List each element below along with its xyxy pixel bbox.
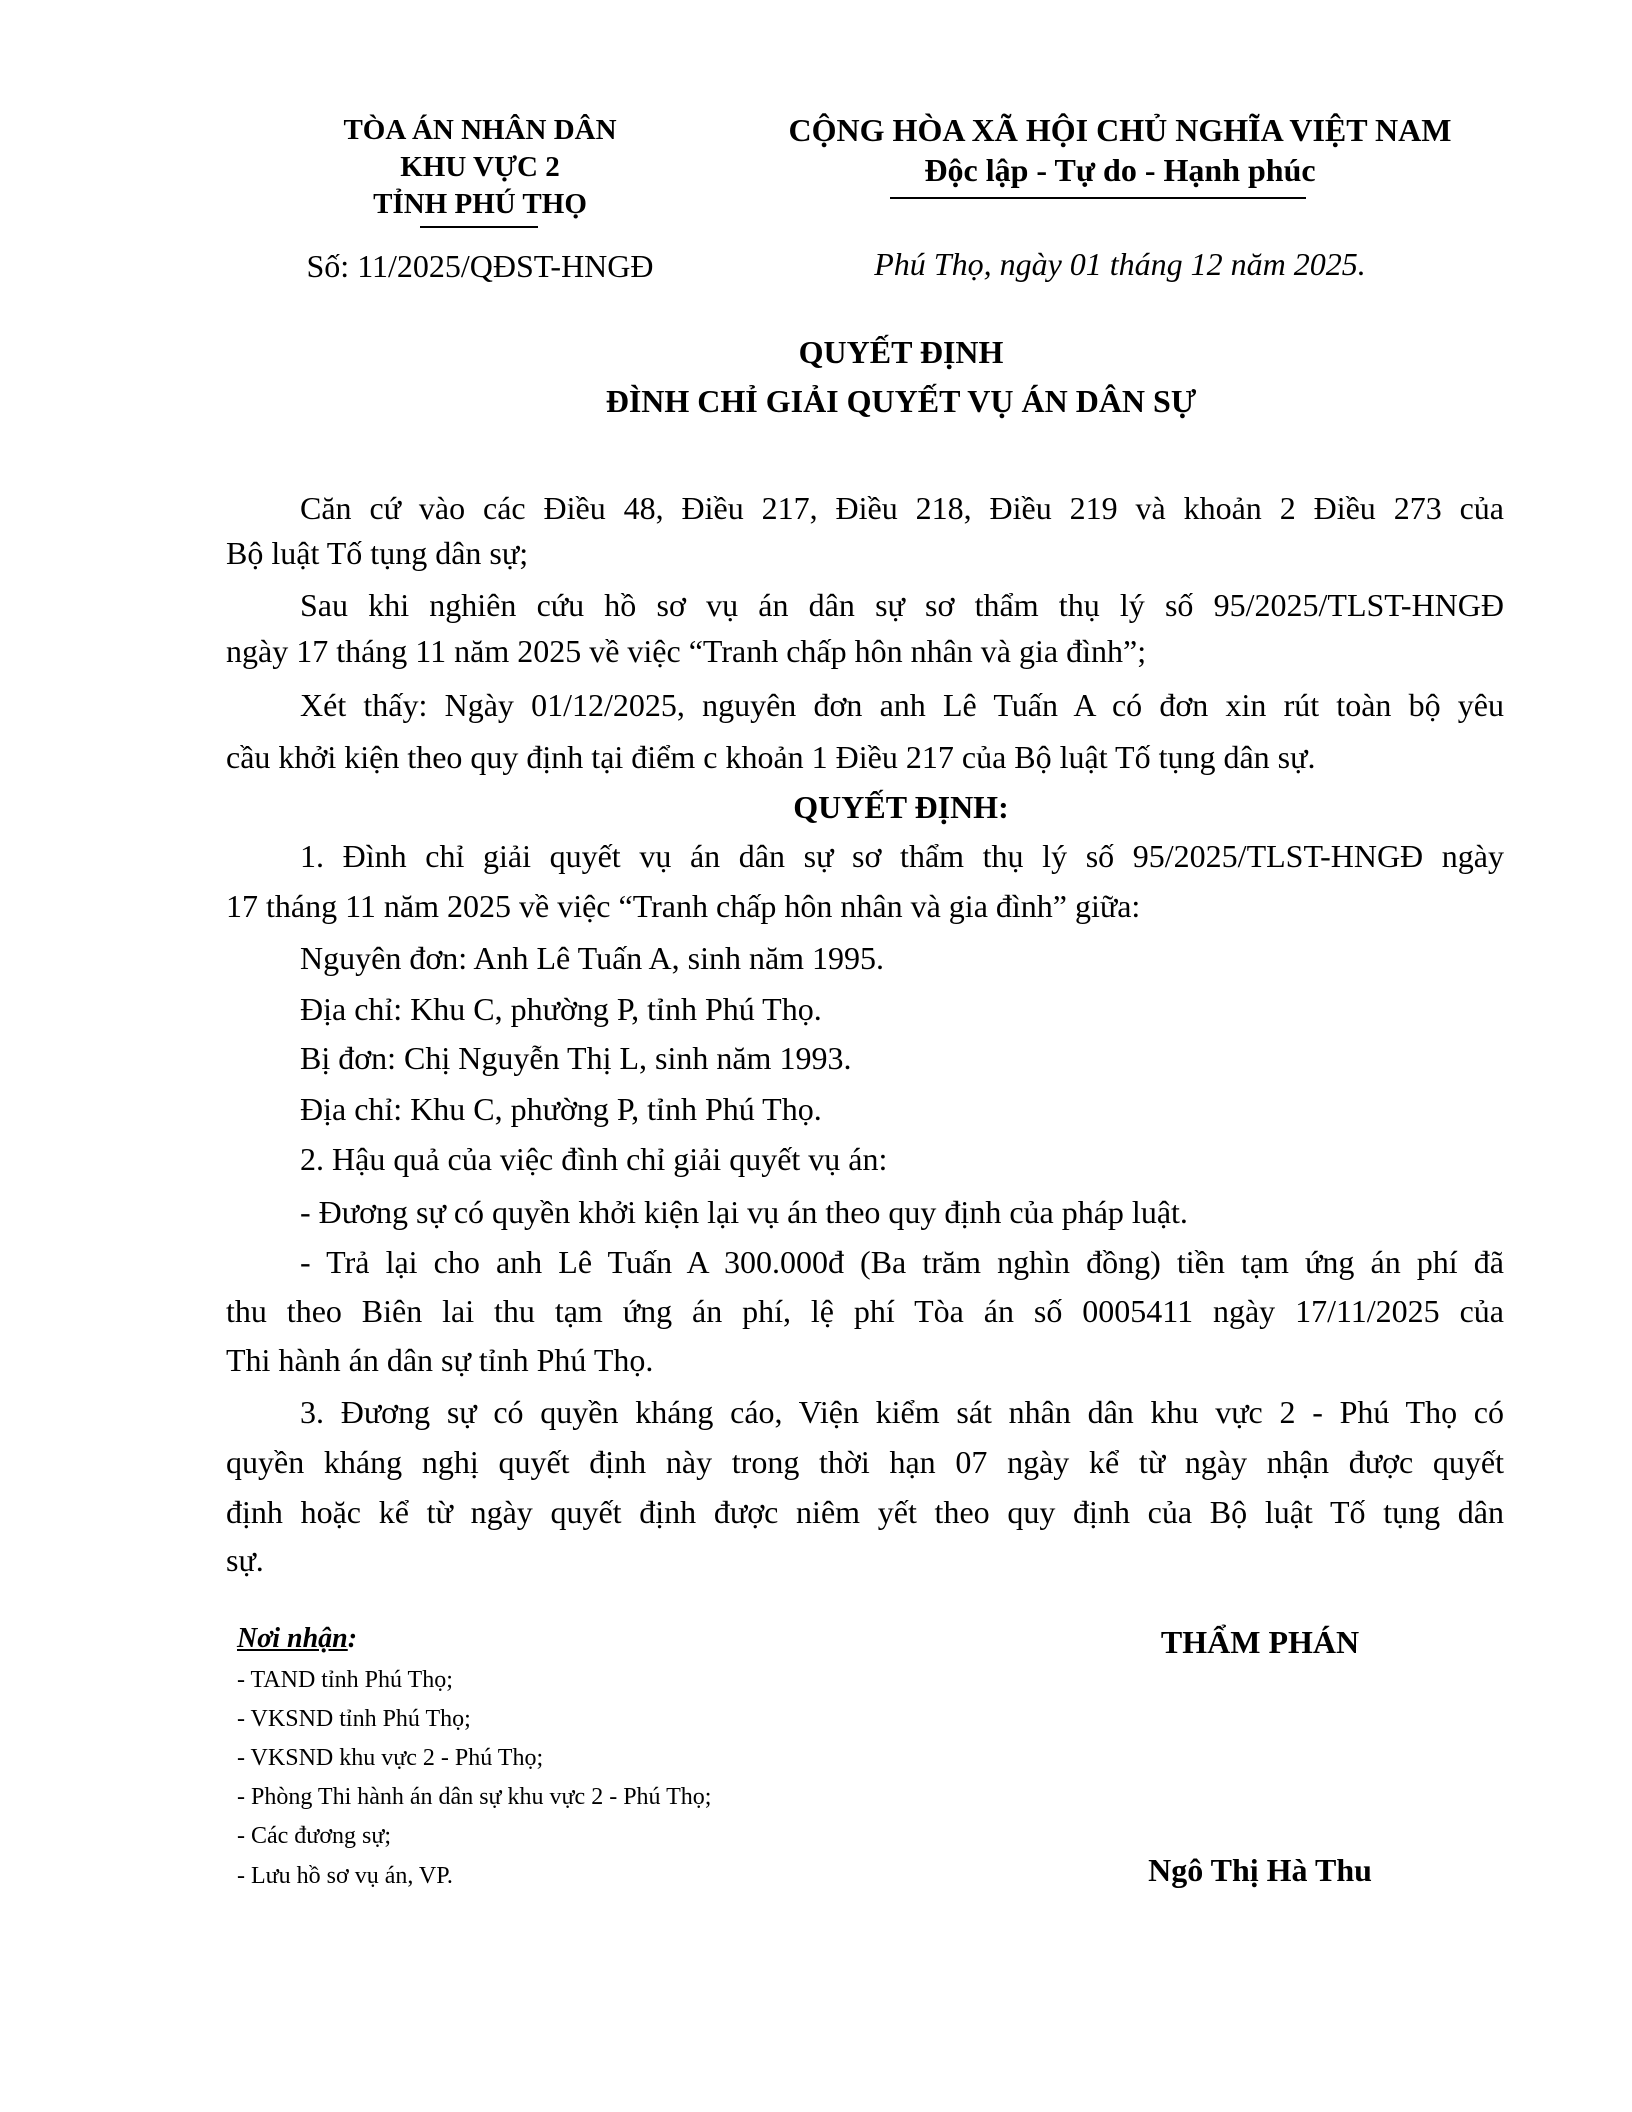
finding-line-2: cầu khởi kiện theo quy định tại điểm c khoản 1 Điều 217 của Bộ luật Tố tụng dân sự. (226, 739, 1316, 775)
recipients-heading-colon: : (347, 1623, 358, 1654)
decision-3-line-1: 3. Đương sự có quyền kháng cáo, Viện kiểm sát nhân dân khu vực 2 - Phú Thọ có (300, 1394, 1504, 1430)
decision-number: Số: 11/2025/QĐST-HNGĐ (306, 248, 654, 284)
document-title: QUYẾT ĐỊNH (798, 334, 1004, 370)
review-line-2: ngày 17 tháng 11 năm 2025 về việc “Tranh chấp hôn nhân và gia đình”; (226, 633, 1147, 669)
recipient-item: - TAND tỉnh Phú Thọ; (237, 1667, 453, 1693)
plaintiff-address: Địa chỉ: Khu C, phường P, tỉnh Phú Thọ. (300, 991, 822, 1027)
issue-date: Phú Thọ, ngày 01 tháng 12 năm 2025. (874, 246, 1366, 282)
decision-2-item-b-line-3: Thi hành án dân sự tỉnh Phú Thọ. (226, 1342, 654, 1378)
recipient-item: - VKSND khu vực 2 - Phú Thọ; (237, 1745, 544, 1771)
defendant-address: Địa chỉ: Khu C, phường P, tỉnh Phú Thọ. (300, 1091, 822, 1127)
basis-line-2: Bộ luật Tố tụng dân sự; (226, 535, 529, 571)
judge-title: THẨM PHÁN (1160, 1624, 1360, 1660)
country-motto: Độc lập - Tự do - Hạnh phúc (924, 152, 1316, 188)
decision-2-item-a: - Đương sự có quyền khởi kiện lại vụ án theo quy định của pháp luật. (300, 1194, 1188, 1230)
decision-2-heading: 2. Hậu quả của việc đình chỉ giải quyết vụ án: (300, 1141, 888, 1177)
finding-line-1: Xét thấy: Ngày 01/12/2025, nguyên đơn anh Lê Tuấn A có đơn xin rút toàn bộ yêu (300, 687, 1504, 723)
decision-1-line-1: 1. Đình chỉ giải quyết vụ án dân sự sơ thẩm thụ lý số 95/2025/TLST-HNGĐ ngày (300, 838, 1504, 874)
recipients-heading (237, 1623, 357, 1655)
motto-underline (890, 197, 1306, 199)
document-subtitle: ĐÌNH CHỈ GIẢI QUYẾT VỤ ÁN DÂN SỰ (605, 383, 1197, 419)
court-underline (420, 226, 538, 228)
decision-1-line-2: 17 tháng 11 năm 2025 về việc “Tranh chấp hôn nhân và gia đình” giữa: (226, 888, 1141, 924)
recipients-heading-text: Nơi nhận (237, 1623, 348, 1654)
decision-3-line-2: quyền kháng nghị quyết định này trong thời hạn 07 ngày kể từ ngày nhận được quyết (226, 1444, 1504, 1480)
recipient-item: - Phòng Thi hành án dân sự khu vực 2 - Phú Thọ; (237, 1784, 712, 1810)
review-line-1: Sau khi nghiên cứu hồ sơ vụ án dân sự sơ thẩm thụ lý số 95/2025/TLST-HNGĐ (300, 587, 1504, 623)
recipient-item: - Các đương sự; (237, 1823, 392, 1849)
decision-2-item-b-line-1: - Trả lại cho anh Lê Tuấn A 300.000đ (Ba trăm nghìn đồng) tiền tạm ứng án phí đã (300, 1244, 1504, 1280)
recipient-item: - VKSND tỉnh Phú Thọ; (237, 1706, 471, 1732)
decision-2-item-b-line-2: thu theo Biên lai thu tạm ứng án phí, lệ phí Tòa án số 0005411 ngày 17/11/2025 của (226, 1293, 1504, 1329)
recipient-item: - Lưu hồ sơ vụ án, VP. (237, 1863, 453, 1889)
country-name: CỘNG HÒA XÃ HỘI CHỦ NGHĨA VIỆT NAM (788, 112, 1452, 148)
plaintiff-info: Nguyên đơn: Anh Lê Tuấn A, sinh năm 1995. (300, 940, 885, 976)
decision-heading: QUYẾT ĐỊNH: (793, 789, 1009, 825)
judge-name: Ngô Thị Hà Thu (1148, 1852, 1372, 1888)
decision-3-line-3: định hoặc kể từ ngày quyết định được niêm yết theo quy định của Bộ luật Tố tụng dân (226, 1494, 1504, 1530)
court-region: KHU VỰC 2 (400, 151, 560, 183)
court-province: TỈNH PHÚ THỌ (373, 188, 587, 220)
defendant-info: Bị đơn: Chị Nguyễn Thị L, sinh năm 1993. (300, 1040, 852, 1076)
decision-3-line-4: sự. (226, 1542, 264, 1578)
court-name: TÒA ÁN NHÂN DÂN (343, 114, 617, 146)
basis-line-1: Căn cứ vào các Điều 48, Điều 217, Điều 218, Điều 219 và khoản 2 Điều 273 của (300, 490, 1504, 526)
